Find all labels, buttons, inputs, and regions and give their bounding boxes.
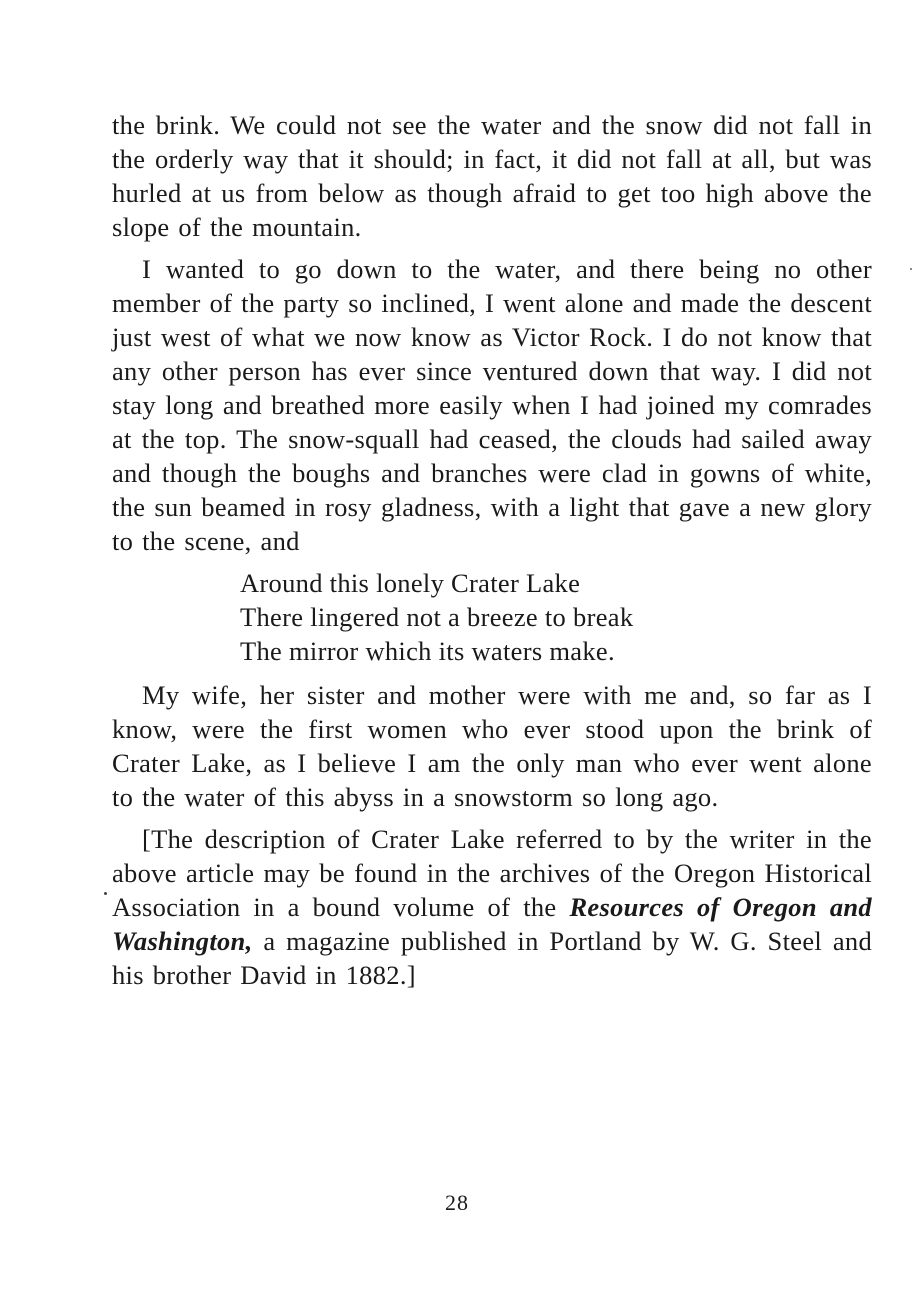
poem-line: There lingered not a breeze to break bbox=[240, 602, 634, 632]
publication-title: Resources of Oregon and Washington, bbox=[112, 892, 872, 956]
paragraph-editorial-note bbox=[112, 822, 872, 992]
paragraph-first-women: My wife, her sister and mother were with me and, so far as I know, were the first women who ever stood upon the brink of Crater Lake, as I believe I am the only man who ever went alone to the water of this abyss in a snowstorm so long ago. bbox=[112, 680, 872, 812]
note-text-before: [The description of Crater Lake referred to by the writer in the above article may be found in the archives of the Oregon Historical Association in a bound volume of the bbox=[112, 824, 872, 922]
margin-speck-right bbox=[910, 268, 912, 270]
poem-line: Around this lonely Crater Lake bbox=[240, 568, 581, 598]
paragraph-continuation: the brink. We could not see the water and the snow did not fall in the orderly way that it should; in fact, it did not fall at all, but was hurled at us from below as though afraid to get too high above the slope of the mountain. bbox=[112, 110, 872, 242]
margin-speck bbox=[104, 892, 107, 895]
poem-line: The mirror which its waters make. bbox=[240, 636, 615, 666]
page-number: 28 bbox=[445, 1190, 469, 1215]
poem-stanza bbox=[240, 566, 872, 668]
paragraph-descent: I wanted to go down to the water, and there being no other member of the party so inclined, I went alone and made the descent just west of what we now know as Victor Rock. I do not know that any other person has ever since ventured down that way. I did not stay long and breathed more easily when I had joined my comrades at the top. The snow-squall had ceased, the clouds had sailed away and though the boughs and branches were clad in gowns of white, the sun beamed in rosy gladness, with a light that gave a new glory to the scene, and bbox=[112, 254, 872, 556]
page-body bbox=[112, 108, 872, 1000]
note-text-after: a magazine published in Portland by W. G. Steel and his brother David in 1882.] bbox=[112, 926, 872, 990]
